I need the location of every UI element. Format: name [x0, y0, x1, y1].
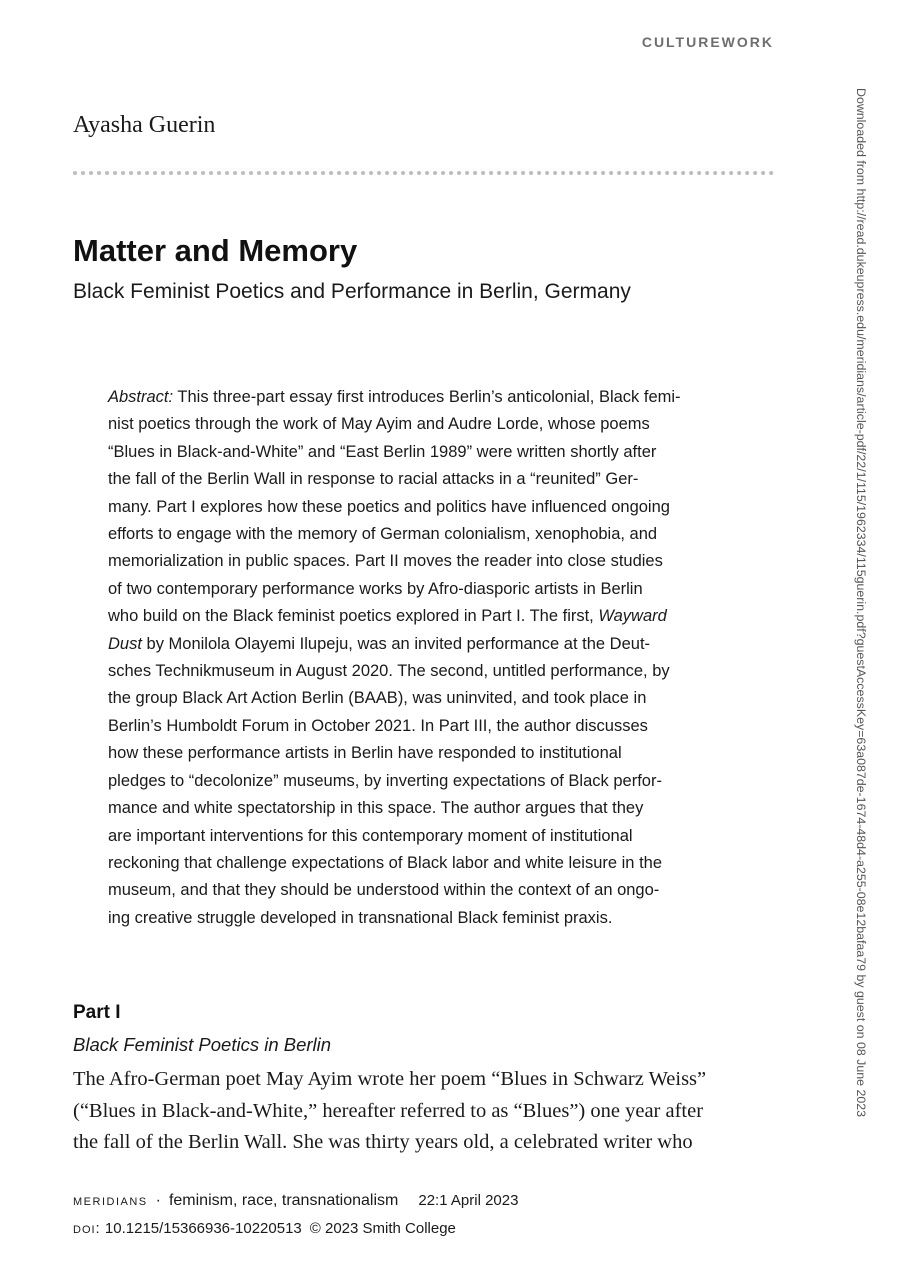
article-title: Matter and Memory — [73, 233, 358, 268]
abstract-line: reckoning that challenge expectations of Black labor and white leisure in the — [108, 853, 663, 872]
abstract-line: ing creative struggle developed in transnational Black feminist praxis. — [108, 908, 613, 927]
part-heading: Part I — [73, 1002, 121, 1023]
abstract-line: “Blues in Black-and-White” and “East Berlin 1989” were written shortly after — [108, 442, 657, 461]
body-text — [73, 1064, 773, 1159]
dotted-divider — [73, 171, 774, 175]
work-title-italic: Dust — [108, 634, 142, 653]
journal-footer — [73, 1192, 518, 1210]
abstract-line: who build on the Black feminist poetics explored in Part I. The first, Wayward — [108, 607, 667, 626]
abstract-line: the group Black Art Action Berlin (BAAB), was uninvited, and took place in — [108, 689, 647, 708]
copyright: © 2023 Smith College — [309, 1220, 456, 1237]
author-name: Ayasha Guerin — [73, 112, 216, 138]
abstract-line: Abstract: This three-part essay first introduces Berlin’s anticolonial, Black femi- — [108, 388, 681, 406]
article-subtitle: Black Feminist Poetics and Performance in Berlin, Germany — [73, 280, 631, 303]
body-line: the fall of the Berlin Wall. She was thirty years old, a celebrated writer who — [73, 1131, 693, 1153]
abstract-line: how these performance artists in Berlin have responded to institutional — [108, 744, 622, 763]
abstract-line: pledges to “decolonize” museums, by inverting expectations of Black perfor- — [108, 771, 662, 790]
body-line: (“Blues in Black-and-White,” hereafter referred to as “Blues”) one year after — [73, 1099, 704, 1122]
issue-info: 22:1 April 2023 — [418, 1192, 519, 1209]
doi-value: 10.1215/15366936-10220513 — [100, 1220, 302, 1237]
abstract-line: of two contemporary performance works by Afro-diasporic artists in Berlin — [108, 579, 643, 598]
abstract — [108, 384, 720, 932]
journal-subtitle: feminism, race, transnationalism — [168, 1192, 399, 1209]
doi-footer — [73, 1220, 456, 1237]
section-label: CULTUREWORK — [641, 34, 774, 50]
abstract-line: memorialization in public spaces. Part II moves the reader into close studies — [108, 552, 663, 571]
abstract-label: Abstract: — [108, 388, 174, 406]
body-line: The Afro-German poet May Ayim wrote her poem “Blues in Schwarz Weiss” — [73, 1068, 707, 1090]
work-title-italic: Wayward — [598, 607, 667, 626]
abstract-line: the fall of the Berlin Wall in response to racial attacks in a “reunited” Ger- — [108, 470, 639, 489]
part-subheading: Black Feminist Poetics in Berlin — [73, 1034, 332, 1055]
abstract-line: many. Part I explores how these poetics and politics have influenced ongoing — [108, 497, 670, 516]
abstract-line: museum, and that they should be understood within the context of an ongo- — [108, 881, 660, 900]
doi-label: doi: — [73, 1220, 101, 1237]
abstract-line: mance and white spectatorship in this space. The author argues that they — [108, 799, 644, 818]
abstract-line: sches Technikmuseum in August 2020. The second, untitled performance, by — [108, 662, 670, 681]
footer-separator: · — [155, 1192, 161, 1209]
abstract-line: nist poetics through the work of May Ayim and Audre Lorde, whose poems — [108, 415, 650, 434]
abstract-line: are important interventions for this contemporary moment of institutional — [108, 826, 633, 845]
abstract-line: efforts to engage with the memory of German colonialism, xenophobia, and — [108, 525, 658, 544]
journal-name: meridians — [73, 1192, 148, 1209]
abstract-line: Berlin’s Humboldt Forum in October 2021. In Part III, the author discusses — [108, 716, 648, 735]
download-watermark: Downloaded from http://read.dukeupress.edu/meridians/article-pdf/22/1/115/1962334/115guerin.pdf?guestAccessKey=63a087de-1674-48d4-a255-08e12bafaa79 by guest on 08 June 2023 — [854, 88, 868, 1118]
abstract-line: Dust by Monilola Olayemi Ilupeju, was an invited performance at the Deut- — [108, 634, 651, 653]
